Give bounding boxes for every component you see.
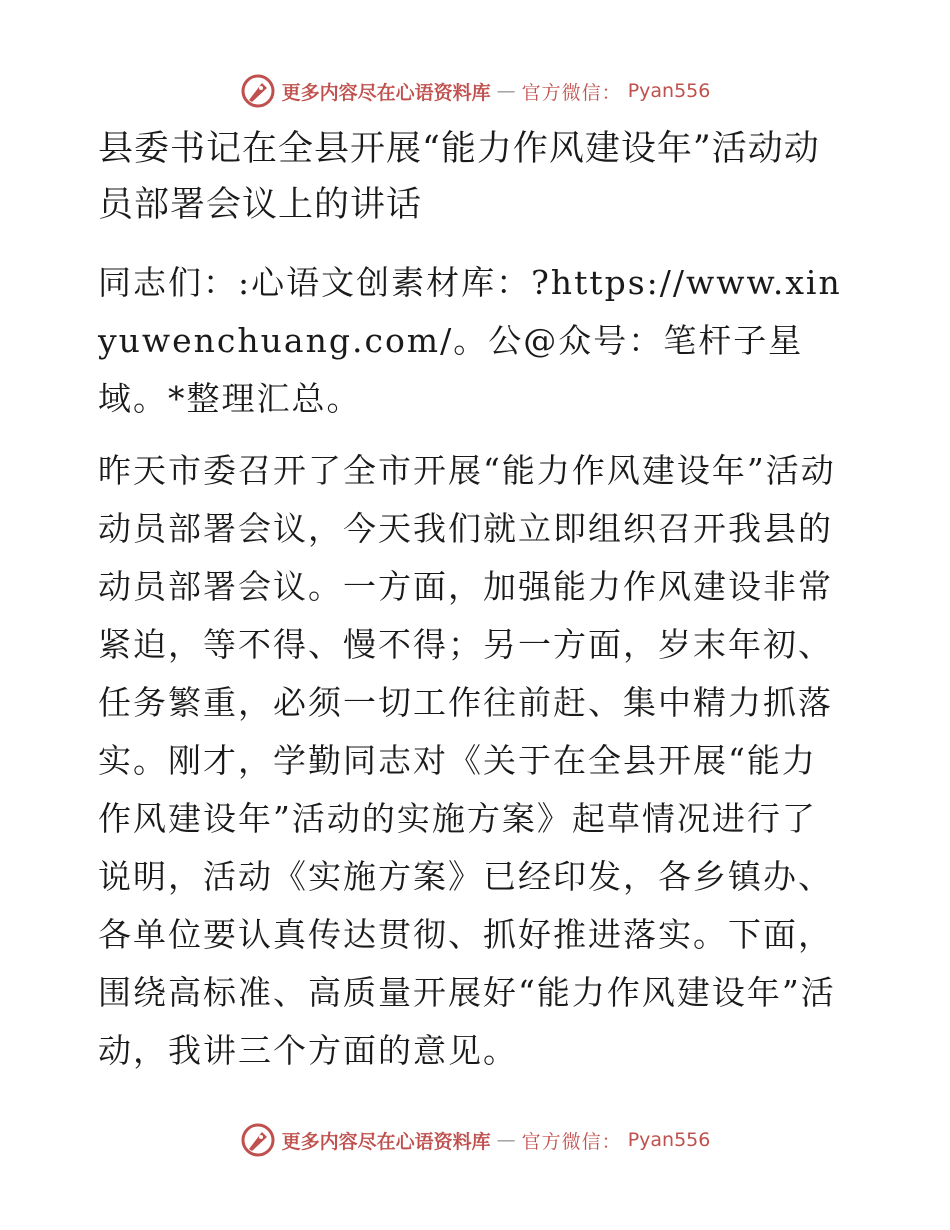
banner-wechat-label: 官方微信： (521, 1130, 622, 1153)
pen-nib-logo-icon (240, 1122, 276, 1158)
paragraph-body: 昨天市委召开了全市开展“能力作风建设年”活动动员部署会议，今天我们就立即组织召开我县的动员部署会议。一方面，加强能力作风建设非常紧迫，等不得、慢不得；另一方面，岁末年初、任务繁重，必须一切工作往前赶、集中精力抓落实。刚才，学勤同志对《关于在全县开展“能力作风建设年”活动的实施方案》起草情况进行了说明，活动《实施方案》已经印发，各乡镇办、各单位要认真传达贯彻、抓好推进落实。下面，围绕高标准、高质量开展好“能力作风建设年”活动，我讲三个方面的意见。 (98, 451, 836, 1070)
banner-separator: — (496, 1129, 516, 1151)
banner-main-text: 更多内容尽在心语资料库 (281, 81, 491, 104)
banner-wechat-id: Pyan556 (627, 1129, 711, 1151)
banner-wechat-label: 官方微信： (521, 81, 622, 104)
paragraph-greeting: 同志们：:心语文创素材库：?https://www.xinyuwenchuang.com/。公@众号：笔杆子星域。*整理汇总。 (98, 263, 842, 418)
banner-wechat-id: Pyan556 (627, 80, 711, 102)
banner-separator: — (496, 80, 516, 102)
header-banner (0, 71, 950, 111)
document-title: 县委书记在全县开展“能力作风建设年”活动动员部署会议上的讲话 (98, 129, 820, 225)
pen-nib-logo-icon (240, 73, 276, 109)
footer-banner (0, 1120, 950, 1160)
banner-main-text: 更多内容尽在心语资料库 (281, 1130, 491, 1153)
